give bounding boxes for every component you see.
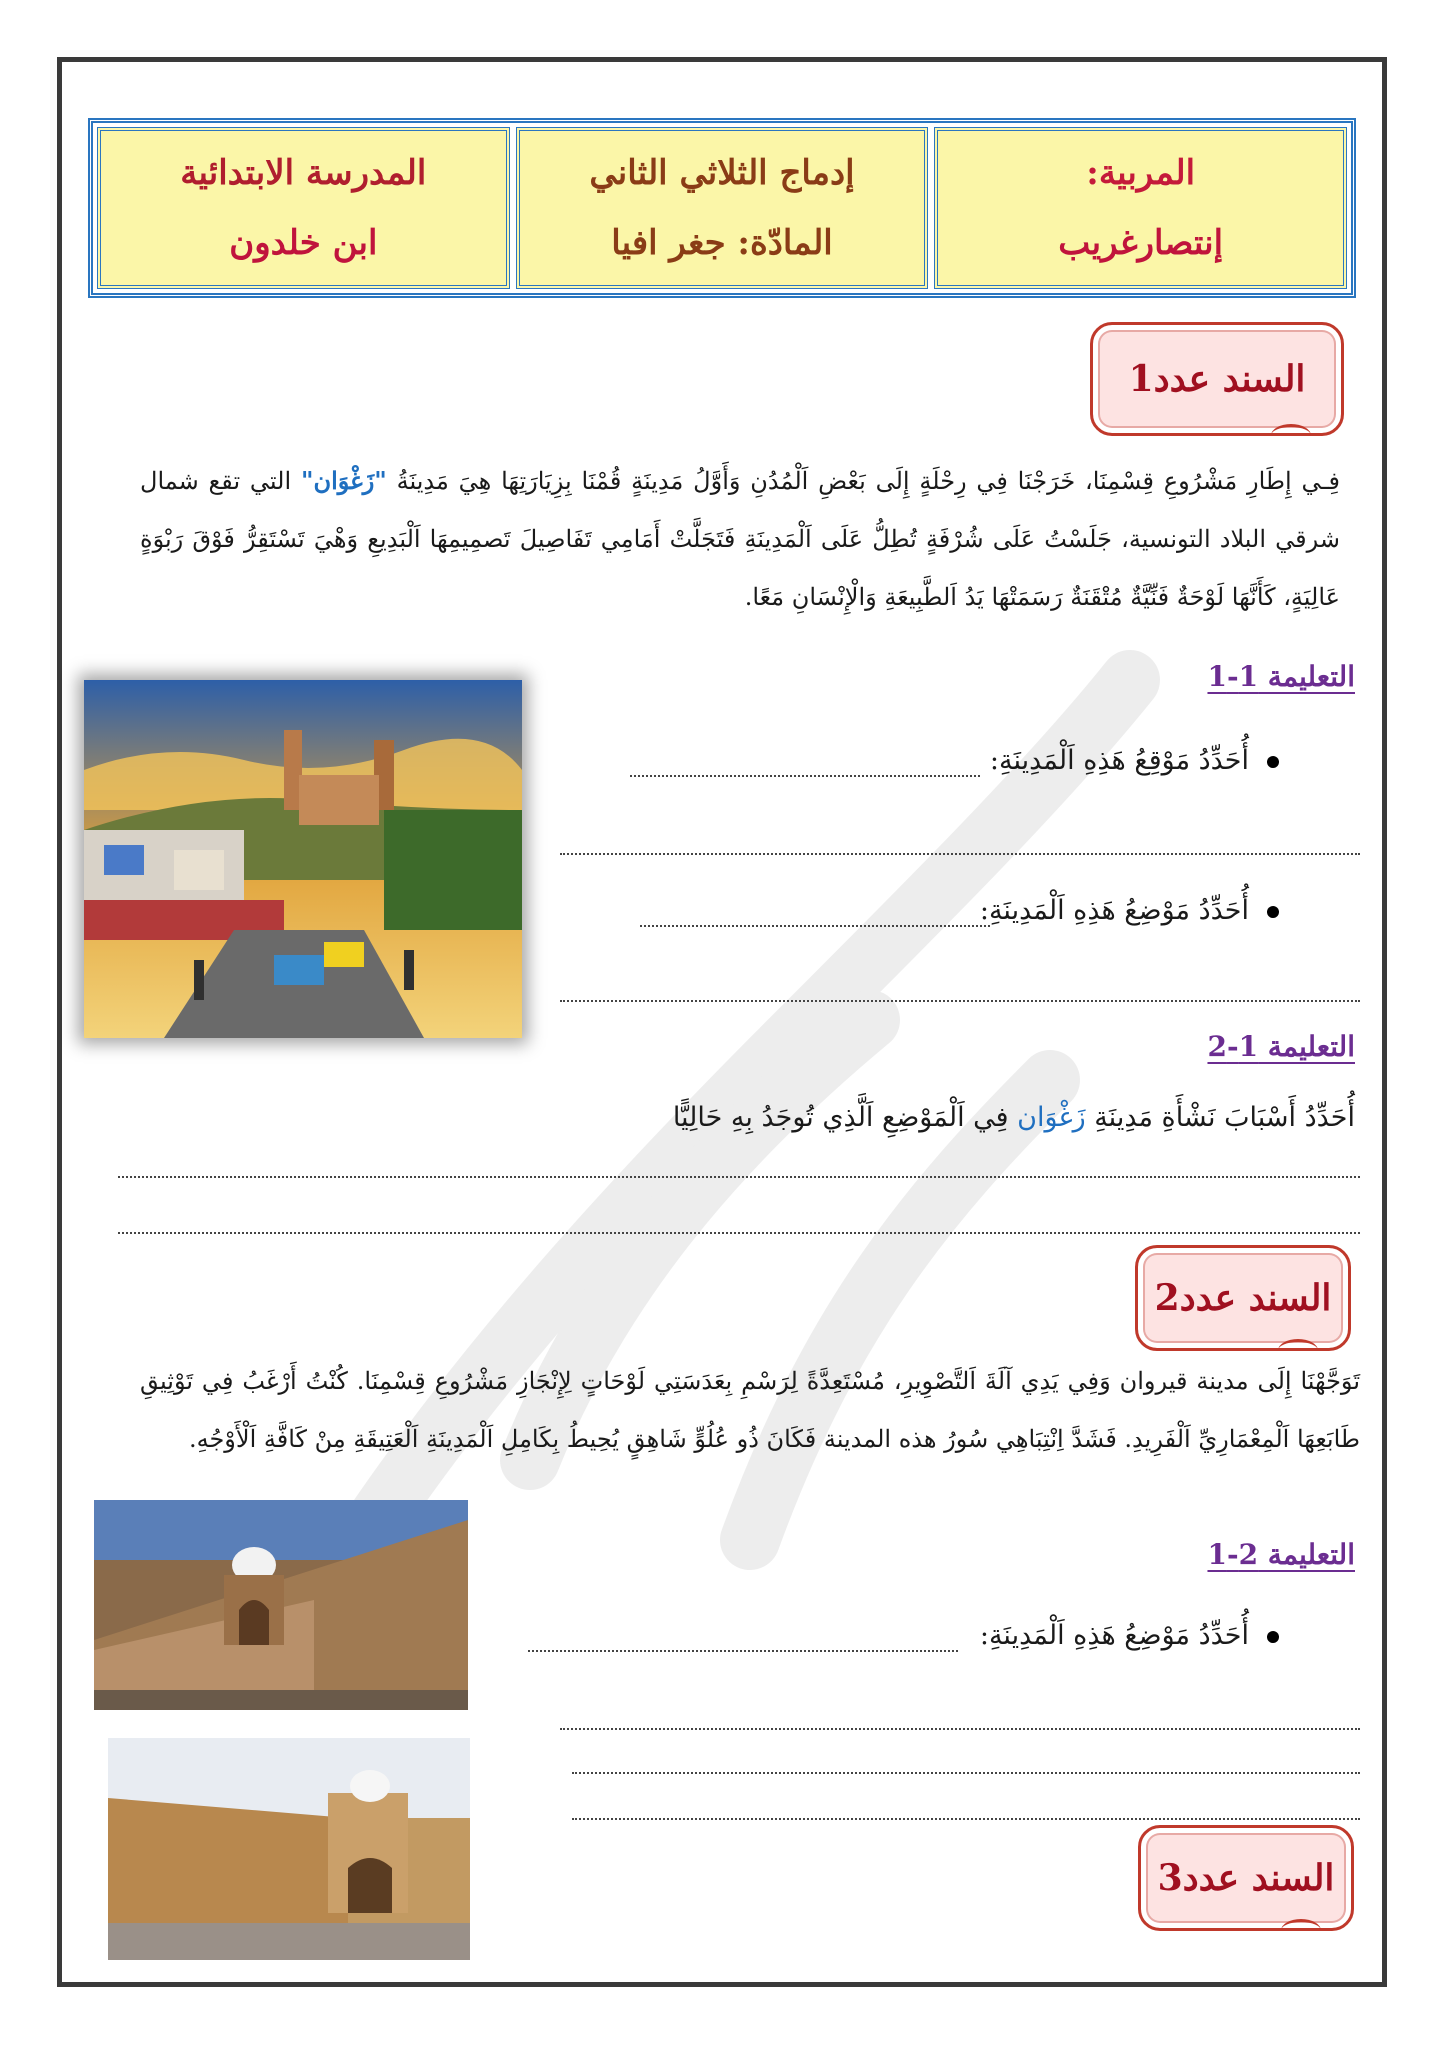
document-1-text-part2: التي تقع شمال شرقي البلاد التونسية، جَلَسْتُ عَلَى شُرْفَةٍ تُطِلُّ عَلَى اَلْمَدِينَةِ فَتَجَلَّتْ أَمَامِي تَفَاصِيلَ تَصمِيمِهَا اَلْبَدِيعِ وَهْيَ تَسْتَقِرُّ فَوْقَ رَبْوَةٍ عَالِيَةٍ، كَأَنَّهَا لَوْحَةٌ فَنِّيَّةٌ مُتْقَنَةٌ رَسَمَتْهَا يَدُ اَلطَّبِيعَةِ وَالْإِنْسَانِ مَعًا.: [140, 467, 1341, 611]
question-1-1-location-text: أُحَدِّدُ مَوْقِعُ هَذِهِ اَلْمَدِينَةِ:: [989, 745, 1249, 776]
question-1-1-site: [980, 895, 1279, 926]
instruction-2-1-title: التعليمة 2-1: [1207, 1538, 1355, 1571]
answer-line[interactable]: [572, 1772, 1360, 1774]
document-1-title-box: [1090, 322, 1344, 436]
header-subject-cell: [516, 127, 929, 289]
task-1-2-part2: فِي اَلْمَوْضِعِ اَلَّذِي تُوجَدُ بِهِ حَالِيًّا: [672, 1102, 1018, 1133]
answer-line[interactable]: [560, 1000, 1360, 1002]
bullet-icon: [1267, 906, 1279, 918]
document-1-text: [140, 452, 1340, 626]
school-name: ابن خلدون: [229, 223, 378, 263]
document-2-text-content: تَوَجَّهْنَا إِلَى مدينة قيروان وَفِي يَدِي آلَةَ اَلتَّصْوِيرِ، مُسْتَعِدَّةً لِرَسْمِ بِعَدَسَتِي لَوْحَاتٍ لِإِنْجَازِ مَشْرُوعِ قِسْمِنَا. كُنْتُ أَرْغَبُ فِي تَوْثِيقِ طَابَعِهَا اَلْمِعْمَارِيِّ اَلْفَرِيدِ. فَشَدَّ اِنْتِبَاهِي سُورُ هذه المدينة فَكَانَ ذُو عُلُوٍّ شَاهِقٍ يُحِيطُ بِكَامِلِ اَلْمَدِينَةِ اَلْعَتِيقَةِ مِنْ كَافَّةِ اَلْأَوْجُهِ.: [140, 1367, 1360, 1453]
document-2-title: السند عدد2: [1154, 1277, 1332, 1319]
document-3-title: السند عدد3: [1157, 1857, 1335, 1899]
teacher-label: المربية:: [1086, 153, 1196, 193]
question-1-1-site-text: أُحَدِّدُ مَوْضِعُ هَذِهِ اَلْمَدِينَةِ:: [979, 895, 1249, 926]
header-school-cell: [97, 127, 510, 289]
school-title: المدرسة الابتدائية: [180, 153, 427, 193]
kairouan-walls-photo-2: [108, 1738, 470, 1960]
document-3-title-box: [1138, 1825, 1354, 1931]
header-table: [88, 118, 1356, 298]
answer-line[interactable]: [118, 1176, 1360, 1178]
document-2-text: [140, 1352, 1360, 1468]
answer-line[interactable]: [118, 1232, 1360, 1234]
question-2-1-site: [980, 1620, 1279, 1651]
answer-line[interactable]: [528, 1650, 958, 1652]
bullet-icon: [1267, 756, 1279, 768]
bullet-icon: [1267, 1631, 1279, 1643]
answer-line[interactable]: [630, 775, 980, 777]
question-1-1-location: [990, 745, 1279, 776]
subject-name: المادّة: جغر افيا: [611, 223, 833, 263]
subject-title: إدماج الثلاثي الثاني: [589, 153, 855, 193]
answer-line[interactable]: [572, 1818, 1360, 1820]
kairouan-walls-photo-1: [94, 1500, 468, 1710]
document-1-title: السند عدد1: [1128, 358, 1306, 400]
header-teacher-cell: [934, 127, 1347, 289]
answer-line[interactable]: [560, 853, 1360, 855]
answer-line[interactable]: [560, 1728, 1360, 1730]
instruction-1-1-title: التعليمة 1-1: [1207, 660, 1355, 693]
instruction-1-2-title: التعليمة 1-2: [1207, 1030, 1355, 1063]
teacher-name: إنتصارغريب: [1058, 223, 1224, 263]
question-2-1-site-text: أُحَدِّدُ مَوْضِعُ هَذِهِ اَلْمَدِينَةِ:: [979, 1620, 1249, 1651]
city-name-zaghouan: "زَغْوَان": [300, 466, 387, 495]
task-1-2: [673, 1102, 1355, 1133]
zaghouan-city-photo: [84, 680, 522, 1038]
answer-line[interactable]: [640, 925, 990, 927]
task-1-2-part1: أُحَدِّدُ أَسْبَابَ نَشْأَةِ مَدِينَةِ: [1085, 1102, 1355, 1133]
document-1-text-part1: فِـي إِطَارِ مَشْرُوعِ قِسْمِنَا، خَرَجْنَا فِي رِحْلَةٍ إِلَى بَعْضِ اَلْمُدُنِ وَأَوَّلُ مَدِينَةٍ قُمْنَا بِزِيَارَتِهَا هِيَ مَدِينَةُ: [386, 467, 1340, 495]
document-2-title-box: [1135, 1245, 1351, 1351]
task-1-2-city: زَغْوَان: [1017, 1102, 1086, 1133]
